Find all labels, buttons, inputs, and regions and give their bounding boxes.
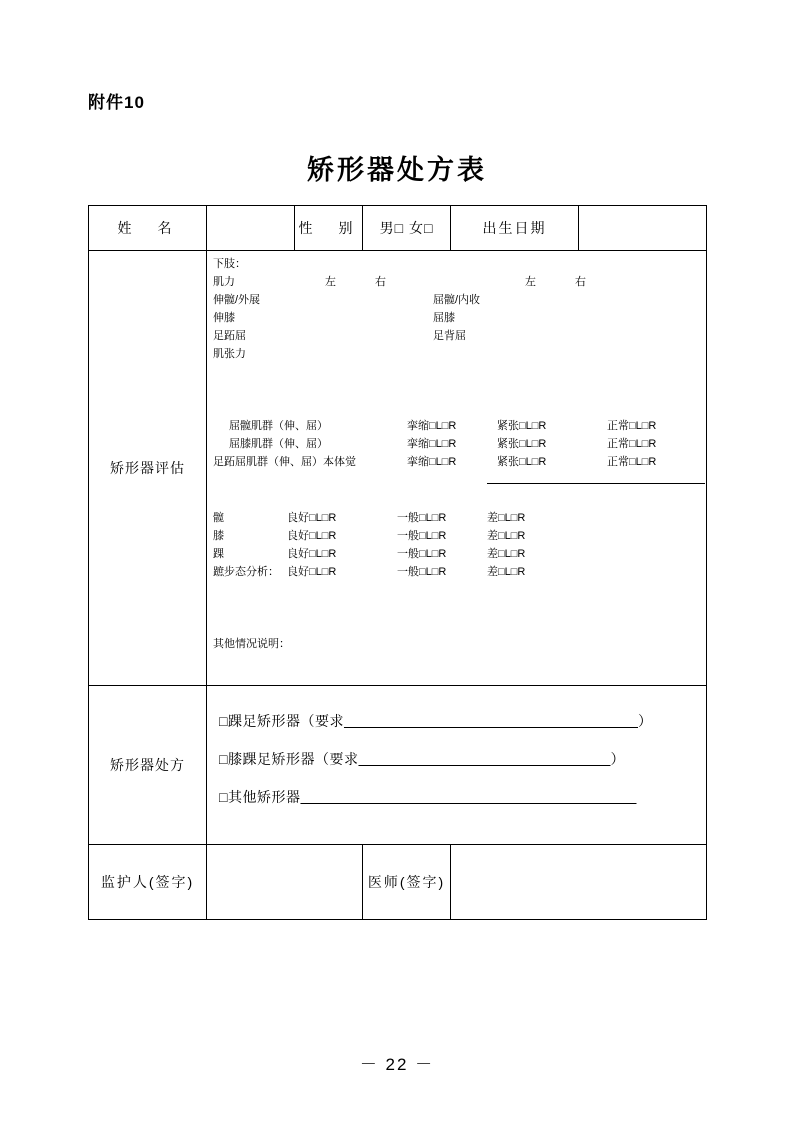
- table-row-signatures: [89, 845, 707, 920]
- prescription-option-1[interactable]: [219, 749, 625, 769]
- tone-row-1-opt2[interactable]: 紧张□L□R: [497, 438, 547, 450]
- joint-row-2-fair[interactable]: 一般□L□R: [397, 548, 447, 560]
- tone-row-1-opt1[interactable]: 挛缩□L□R: [407, 438, 457, 450]
- birth-value-cell[interactable]: [579, 206, 707, 251]
- sex-label-cell: [295, 206, 363, 251]
- joint-row-3-good[interactable]: 良好□L□R: [287, 566, 337, 578]
- prescription-body: [207, 686, 707, 845]
- sex-options-cell[interactable]: [363, 206, 451, 251]
- assessment-row-label-cell: [89, 251, 207, 686]
- gait-analysis-label: 蹠步态分析：: [213, 566, 279, 578]
- birth-label-cell: [451, 206, 579, 251]
- orthosis-prescription-form: [88, 205, 707, 920]
- prescription-option-1-blank[interactable]: ＿＿＿＿＿＿＿＿＿＿＿＿＿＿＿＿＿＿: [358, 751, 611, 767]
- tone-row-2-opt2[interactable]: 紧张□L□R: [497, 456, 547, 468]
- table-row-assessment: [89, 251, 707, 686]
- attachment-label: 附件10: [88, 93, 145, 112]
- joint-row-1-fair[interactable]: 一般□L□R: [397, 530, 447, 542]
- checkbox-knee-ankle-foot-orthosis[interactable]: □: [219, 751, 228, 767]
- doctor-value-cell[interactable]: [451, 845, 707, 920]
- joint-row-2-name: 踝: [213, 548, 224, 560]
- page-number-text: － 22 －: [359, 1055, 435, 1074]
- name-label: 姓 名: [117, 220, 178, 236]
- name-value-cell[interactable]: [207, 206, 295, 251]
- prescription-option-0-tail: ）: [637, 713, 653, 729]
- joint-row-1-good[interactable]: 良好□L□R: [287, 530, 337, 542]
- assessment-item-left-1: 伸膝: [213, 312, 235, 324]
- assessment-row-label: 矫形器评估: [110, 460, 185, 476]
- tone-row-0-opt1[interactable]: 挛缩□L□R: [407, 420, 457, 432]
- doctor-label-cell: [363, 845, 451, 920]
- sex-options: 男□ 女□: [379, 220, 434, 236]
- prescription-option-2-label: 其他矫形器: [227, 789, 301, 805]
- assessment-item-left-3: 肌张力: [213, 348, 246, 360]
- checkbox-other-orthosis[interactable]: □: [219, 789, 228, 805]
- tone-row-2-name: 足跖屈肌群（伸、屈）本体觉: [213, 456, 356, 468]
- doctor-signature-label: 医师(签字): [367, 874, 446, 890]
- page-title: 矫形器处方表: [307, 155, 487, 186]
- section-divider: [487, 483, 705, 484]
- birth-date-label: 出生日期: [482, 220, 547, 236]
- prescription-option-1-label: 膝踝足矫形器（要求: [227, 751, 359, 767]
- table-row-prescription: [89, 686, 707, 845]
- tone-row-0-opt3[interactable]: 正常□L□R: [607, 420, 657, 432]
- checkbox-ankle-foot-orthosis[interactable]: □: [219, 713, 228, 729]
- prescription-option-2-blank[interactable]: ＿＿＿＿＿＿＿＿＿＿＿＿＿＿＿＿＿＿＿＿＿＿＿＿: [300, 789, 637, 805]
- assessment-item-left-2: 足跖屈: [213, 330, 246, 342]
- tone-row-1-opt3[interactable]: 正常□L□R: [607, 438, 657, 450]
- joint-row-2-poor[interactable]: 差□L□R: [487, 548, 526, 560]
- prescription-row-label: 矫形器处方: [110, 757, 185, 773]
- right-header-2: 右: [575, 276, 586, 288]
- assessment-item-right-1: 屈膝: [433, 312, 455, 324]
- name-label-cell: [89, 206, 207, 251]
- muscle-strength-label: 肌力: [213, 276, 235, 288]
- joint-row-0-poor[interactable]: 差□L□R: [487, 512, 526, 524]
- left-header-2: 左: [525, 276, 536, 288]
- tone-row-0-opt2[interactable]: 紧张□L□R: [497, 420, 547, 432]
- tone-row-1-name: 屈膝肌群（伸、屈）: [229, 438, 328, 450]
- joint-row-3-poor[interactable]: 差□L□R: [487, 566, 526, 578]
- prescription-option-0[interactable]: [219, 711, 652, 731]
- left-header-1: 左: [325, 276, 336, 288]
- guardian-signature-label: 监护人(签字): [100, 874, 195, 890]
- prescription-option-0-label: 踝足矫形器（要求: [227, 713, 344, 729]
- guardian-value-cell[interactable]: [207, 845, 363, 920]
- assessment-item-right-2: 足背屈: [433, 330, 466, 342]
- guardian-label-cell: [89, 845, 207, 920]
- right-header-1: 右: [375, 276, 386, 288]
- joint-row-1-poor[interactable]: 差□L□R: [487, 530, 526, 542]
- prescription-option-2[interactable]: [219, 787, 636, 807]
- assessment-body: [207, 251, 707, 686]
- other-note-label: 其他情况说明：: [213, 638, 290, 650]
- tone-row-2-opt3[interactable]: 正常□L□R: [607, 456, 657, 468]
- sex-label: 性 别: [298, 220, 359, 236]
- tone-row-0-name: 屈髋肌群（伸、屈）: [229, 420, 328, 432]
- joint-row-1-name: 膝: [213, 530, 224, 542]
- joint-row-0-name: 髋: [213, 512, 224, 524]
- lower-limb-title: 下肢：: [213, 258, 246, 270]
- joint-row-3-fair[interactable]: 一般□L□R: [397, 566, 447, 578]
- assessment-item-left-0: 伸髋/外展: [213, 294, 261, 306]
- prescription-option-0-blank[interactable]: ＿＿＿＿＿＿＿＿＿＿＿＿＿＿＿＿＿＿＿＿＿: [343, 713, 638, 729]
- prescription-row-label-cell: [89, 686, 207, 845]
- table-row-header: [89, 206, 707, 251]
- tone-row-2-opt1[interactable]: 挛缩□L□R: [407, 456, 457, 468]
- joint-row-0-good[interactable]: 良好□L□R: [287, 512, 337, 524]
- assessment-item-right-0: 屈髋/内收: [433, 294, 481, 306]
- joint-row-0-fair[interactable]: 一般□L□R: [397, 512, 447, 524]
- joint-row-2-good[interactable]: 良好□L□R: [287, 548, 337, 560]
- prescription-option-1-tail: ）: [610, 751, 625, 767]
- page-number: [0, 1050, 794, 1075]
